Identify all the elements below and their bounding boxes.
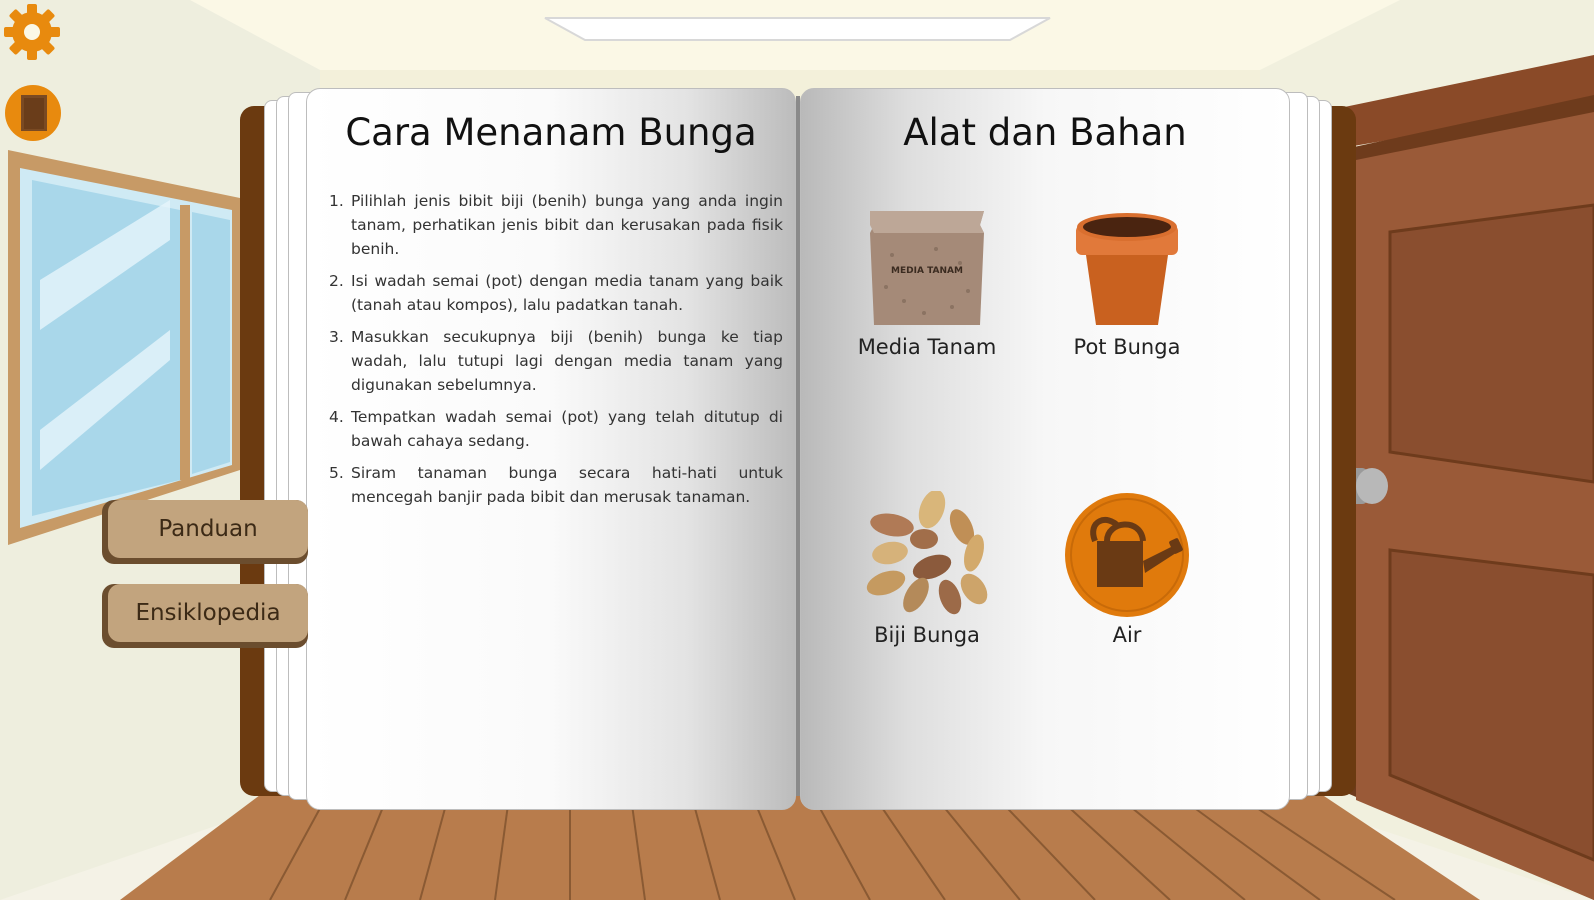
item-label: Media Tanam: [857, 335, 997, 359]
list-item: Tempatkan wadah semai (pot) yang telah ditutup di bawah cahaya sedang.: [351, 408, 783, 450]
list-item: Isi wadah semai (pot) dengan media tanam yang baik (tanah atau kompos), lalu padatkan tanah.: [351, 272, 783, 314]
watering-can-icon: [1063, 491, 1191, 619]
page-title: Alat dan Bahan: [903, 111, 1187, 154]
list-item: Pilihlah jenis bibit biji (benih) bunga yang anda ingin tanam, perhatikan jenis bibit dan kerusakan pada fisik benih.: [351, 192, 783, 258]
book-page-left: [306, 88, 796, 810]
material-item-media-tanam[interactable]: [837, 203, 1017, 359]
guide-button[interactable]: [102, 500, 308, 564]
exit-button[interactable]: [4, 84, 62, 142]
door-icon: [4, 84, 62, 142]
encyclopedia-button[interactable]: [102, 584, 308, 648]
item-label: Biji Bunga: [874, 623, 980, 647]
material-item-pot-bunga[interactable]: [1037, 203, 1217, 359]
seeds-icon: [862, 491, 992, 619]
list-item: Siram tanaman bunga secara hati-hati untuk mencegah banjir pada bibit dan merusak tanaman.: [351, 464, 783, 506]
page-title: Cara Menanam Bunga: [345, 111, 757, 154]
settings-button[interactable]: [2, 2, 62, 62]
item-label: Air: [1112, 623, 1142, 647]
material-item-air[interactable]: [1037, 491, 1217, 647]
encyclopedia-button-label: Ensiklopedia: [108, 584, 308, 642]
guide-button-label: Panduan: [108, 500, 308, 558]
list-item: Masukkan secukupnya biji (benih) bunga ke tiap wadah, lalu tutupi lagi dengan media tanam yang digunakan sebelumnya.: [351, 328, 783, 394]
flower-pot-icon: [1064, 203, 1190, 331]
gear-icon: [2, 2, 62, 62]
book-page-right: [800, 88, 1290, 810]
soil-bag-icon: [864, 203, 990, 331]
planting-steps-list: [329, 189, 783, 517]
material-item-biji-bunga[interactable]: [837, 491, 1017, 647]
bag-label: MEDIA TANAM: [891, 266, 963, 276]
item-label: Pot Bunga: [1073, 335, 1181, 359]
